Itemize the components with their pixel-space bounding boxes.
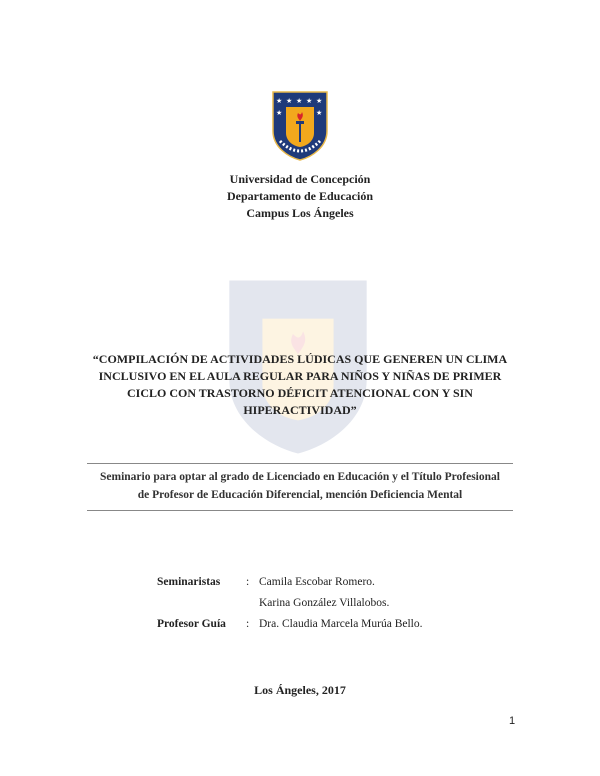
- title-line: CICLO CON TRASTORNO DÉFICIT ATENCIONAL CON Y SIN: [127, 386, 473, 400]
- svg-text:★: ★: [276, 97, 283, 105]
- title-line: HIPERACTIVIDAD”: [243, 403, 357, 417]
- advisor-label: Profesor Guía: [157, 618, 226, 630]
- divider-top: [87, 463, 513, 464]
- svg-text:★: ★: [276, 109, 283, 117]
- seminar-description: [0, 468, 600, 504]
- title-line: “COMPILACIÓN DE ACTIVIDADES LÚDICAS QUE GENEREN UN CLIMA: [92, 352, 508, 366]
- divider-bottom: [87, 510, 513, 511]
- seminar-line: Seminario para optar al grado de Licenciado en Educación y el Título Profesional: [100, 471, 500, 483]
- svg-text:★: ★: [296, 97, 303, 105]
- advisor-colon: :: [246, 618, 250, 630]
- advisor-name: Dra. Claudia Marcela Murúa Bello.: [259, 618, 423, 630]
- department-name: Departamento de Educación: [227, 189, 373, 203]
- authors-colon: :: [246, 576, 250, 588]
- author-name: Camila Escobar Romero.: [259, 576, 375, 588]
- svg-text:★: ★: [286, 97, 293, 105]
- seminar-line: de Profesor de Educación Diferencial, mención Deficiencia Mental: [137, 489, 463, 501]
- institution-block: [0, 171, 600, 222]
- place-date: Los Ángeles, 2017: [254, 683, 346, 697]
- university-name: Universidad de Concepción: [229, 172, 371, 186]
- svg-text:★: ★: [316, 109, 323, 117]
- campus-name: Campus Los Ángeles: [246, 206, 354, 220]
- svg-text:★: ★: [316, 97, 323, 105]
- svg-text:★: ★: [306, 97, 313, 105]
- author-name: Karina González Villalobos.: [259, 597, 390, 609]
- page-number: 1: [509, 715, 516, 727]
- title-line: INCLUSIVO EN EL AULA REGULAR PARA NIÑOS Y NIÑAS DE PRIMER: [98, 369, 502, 383]
- authors-label: Seminaristas: [157, 576, 221, 588]
- thesis-title: [0, 351, 600, 419]
- university-crest-logo: [272, 91, 328, 161]
